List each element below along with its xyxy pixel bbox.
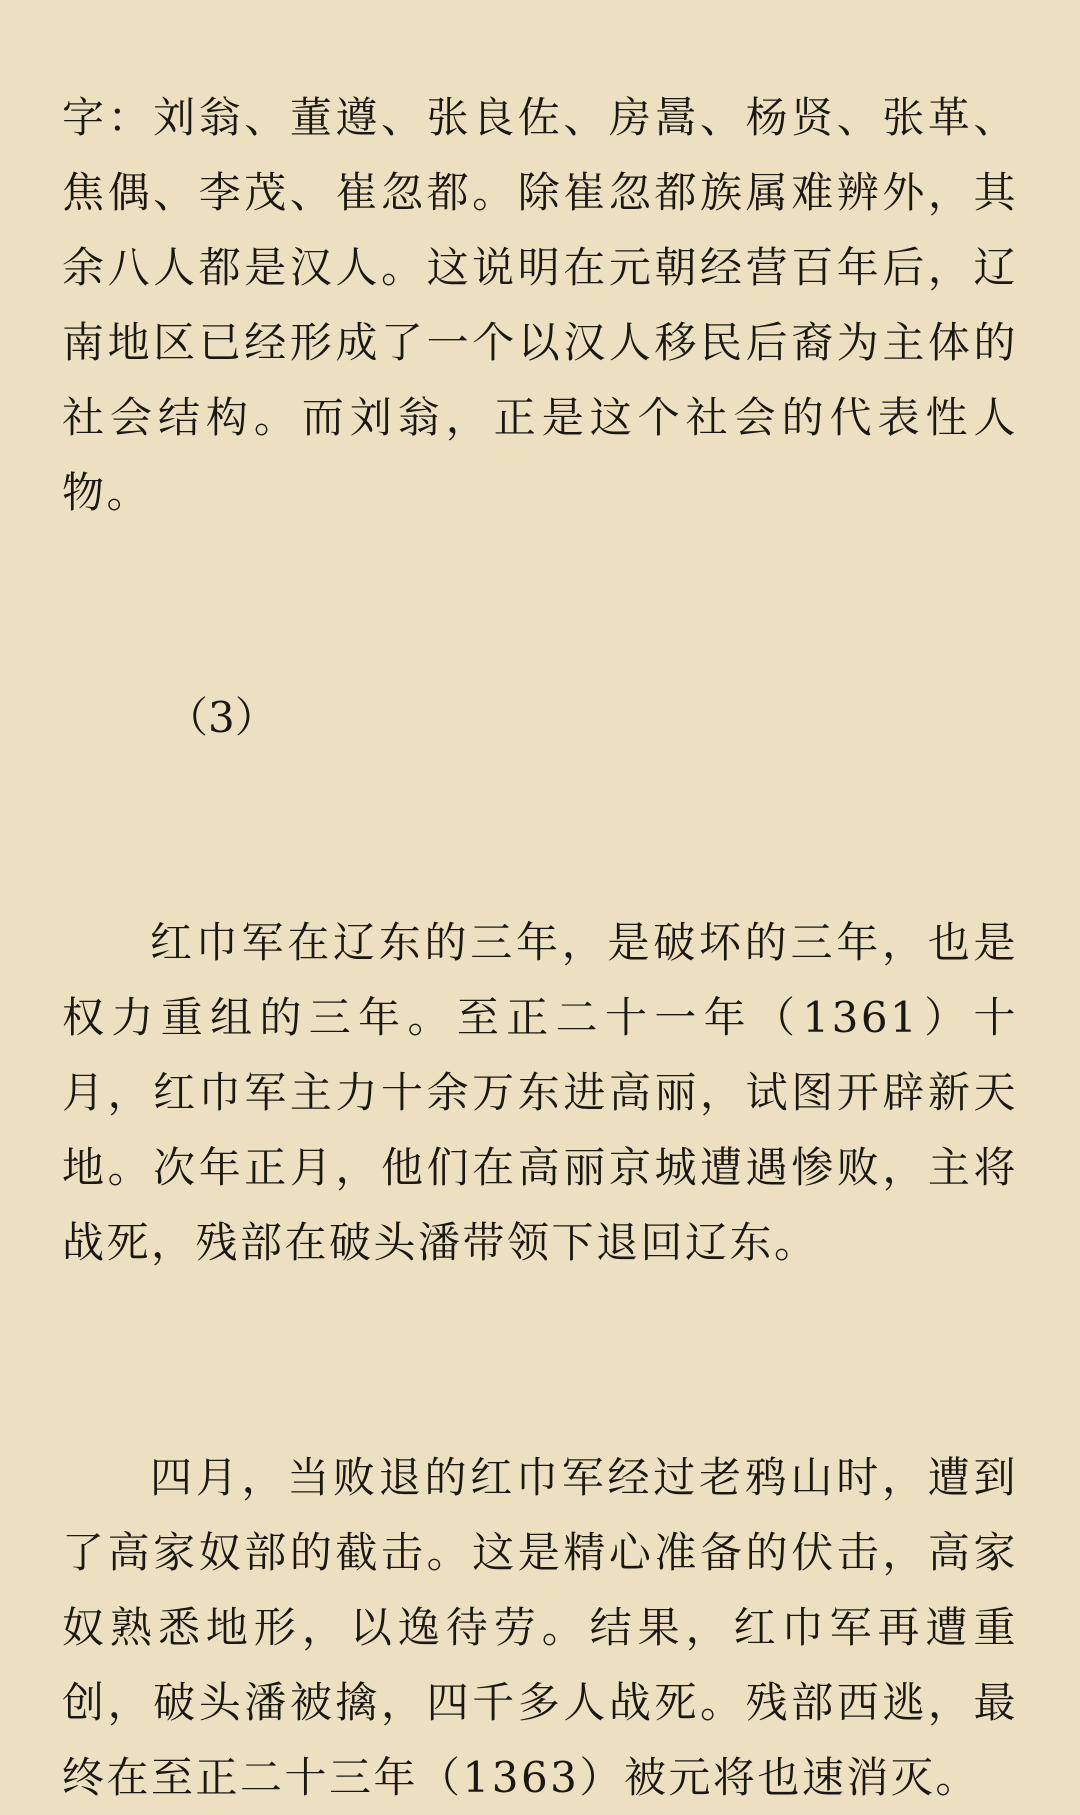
paragraph-laoya-mountain-ambush: 四月，当败退的红巾军经过老鸦山时，遭到了高家奴部的截击。这是精心准备的伏击，高家奴熟悉地形，以逸待劳。结果，红巾军再遭重创，破头潘被擒，四千多人战死。残部西逃，最终在至正二十三年（1363）被元将也速消灭。 [62, 1453, 1018, 1802]
paragraph-names-list: 字：刘翁、董遵、张良佐、房暠、杨贤、张革、焦偶、李茂、崔忽都。除崔忽都族属难辨外，其余八人都是汉人。这说明在元朝经营百年后，辽南地区已经形成了一个以汉人移民后裔为主体的社会结构。而刘翁，正是这个社会的代表性人物。 [62, 93, 1018, 517]
section-number: （3） [166, 693, 277, 742]
paragraph-red-turban-three-years: 红巾军在辽东的三年，是破坏的三年，也是权力重组的三年。至正二十一年（1361）十月，红巾军主力十余万东进高丽，试图开辟新天地。次年正月，他们在高丽京城遭遇惨败，主将战死，残部在破头潘带领下退回辽东。 [62, 918, 1018, 1267]
